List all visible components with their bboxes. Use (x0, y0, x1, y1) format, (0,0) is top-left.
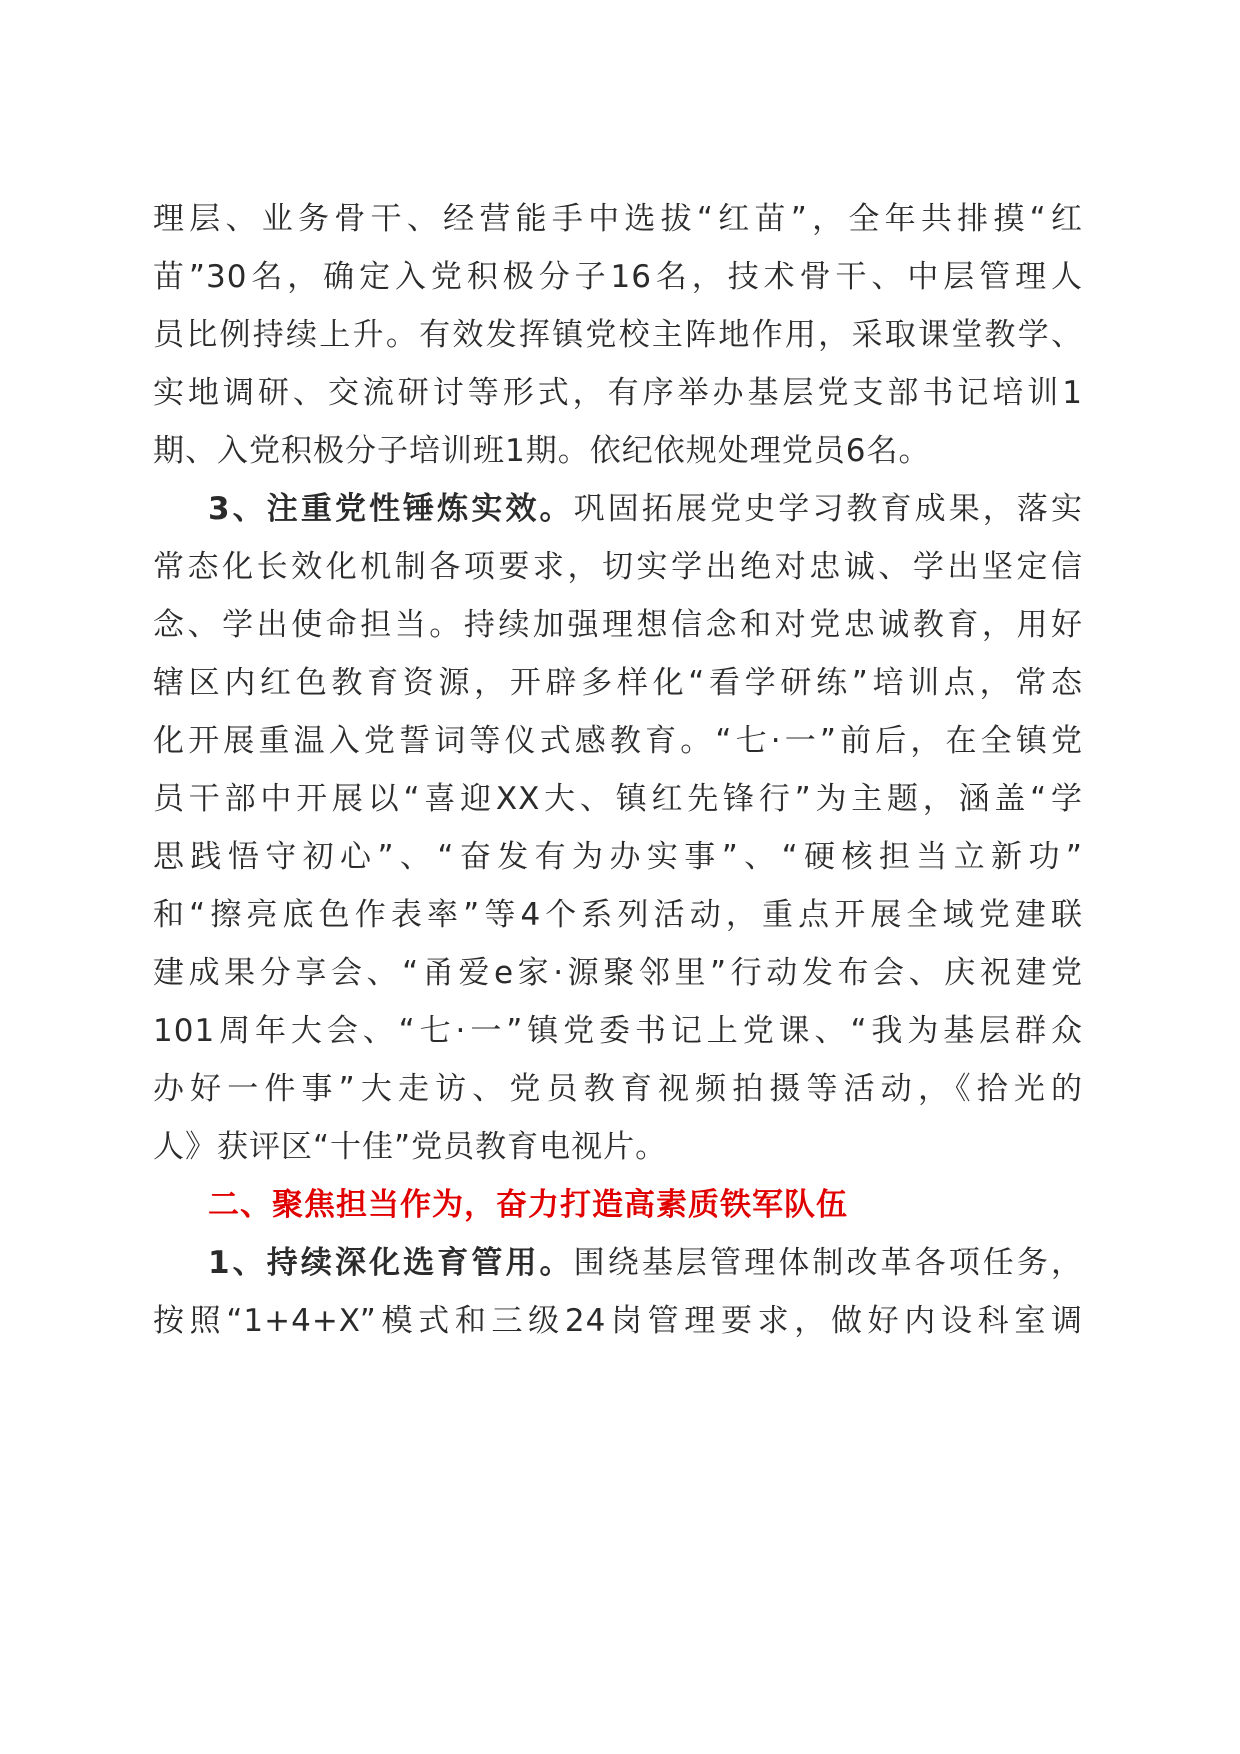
subsection-1-title: 1、持续深化选育管用。 (208, 1245, 574, 1281)
paragraph-line: 办好一件事”大走访、党员教育视频拍摄等活动，《拾光的 (153, 1071, 1083, 1107)
paragraph-line: 按照“1+4+X”模式和三级24岗管理要求，做好内设科室调 (153, 1303, 1083, 1339)
paragraph-line: 化开展重温入党誓词等仪式感教育。“七·一”前后，在全镇党 (153, 723, 1083, 759)
paragraph-line: 人》获评区“十佳”党员教育电视片。 (153, 1129, 668, 1165)
section-heading-2: 二、聚焦担当作为，奋力打造高素质铁军队伍 (208, 1187, 848, 1223)
paragraph-line: 苗”30名，确定入党积极分子16名，技术骨干、中层管理人 (153, 259, 1083, 295)
section-3-title: 3、注重党性锤炼实效。 (208, 491, 574, 527)
paragraph-line: 和“擦亮底色作表率”等4个系列活动，重点开展全域党建联 (153, 897, 1083, 933)
paragraph-line: 思践悟守初心”、“奋发有为办实事”、“硬核担当立新功” (153, 839, 1083, 875)
subsection-1-first-line-text: 围绕基层管理体制改革各项任务， (573, 1245, 1083, 1281)
paragraph-line: 理层、业务骨干、经营能手中选拔“红苗”，全年共排摸“红 (153, 201, 1083, 237)
paragraph-line: 员干部中开展以“喜迎XX大、镇红先锋行”为主题，涵盖“学 (153, 781, 1083, 817)
paragraph-line: 辖区内红色教育资源，开辟多样化“看学研练”培训点，常态 (153, 665, 1083, 701)
paragraph-line: 实地调研、交流研讨等形式，有序举办基层党支部书记培训1 (153, 375, 1083, 411)
subsection-1-first-line (153, 1231, 1083, 1295)
paragraph-line: 期、入党积极分子培训班1期。依纪依规处理党员6名。 (153, 433, 931, 469)
paragraph-line: 常态化长效化机制各项要求，切实学出绝对忠诚、学出坚定信 (153, 549, 1083, 585)
paragraph-line: 建成果分享会、“甬爱e家·源聚邻里”行动发布会、庆祝建党 (153, 955, 1083, 991)
section-3-first-line (153, 477, 1083, 541)
paragraph-line: 念、学出使命担当。持续加强理想信念和对党忠诚教育，用好 (153, 607, 1083, 643)
paragraph-line: 员比例持续上升。有效发挥镇党校主阵地作用，采取课堂教学、 (153, 317, 1083, 353)
section-3-first-line-text: 巩固拓展党史学习教育成果，落实 (573, 491, 1083, 527)
paragraph-line: 101周年大会、“七·一”镇党委书记上党课、“我为基层群众 (153, 1013, 1083, 1049)
